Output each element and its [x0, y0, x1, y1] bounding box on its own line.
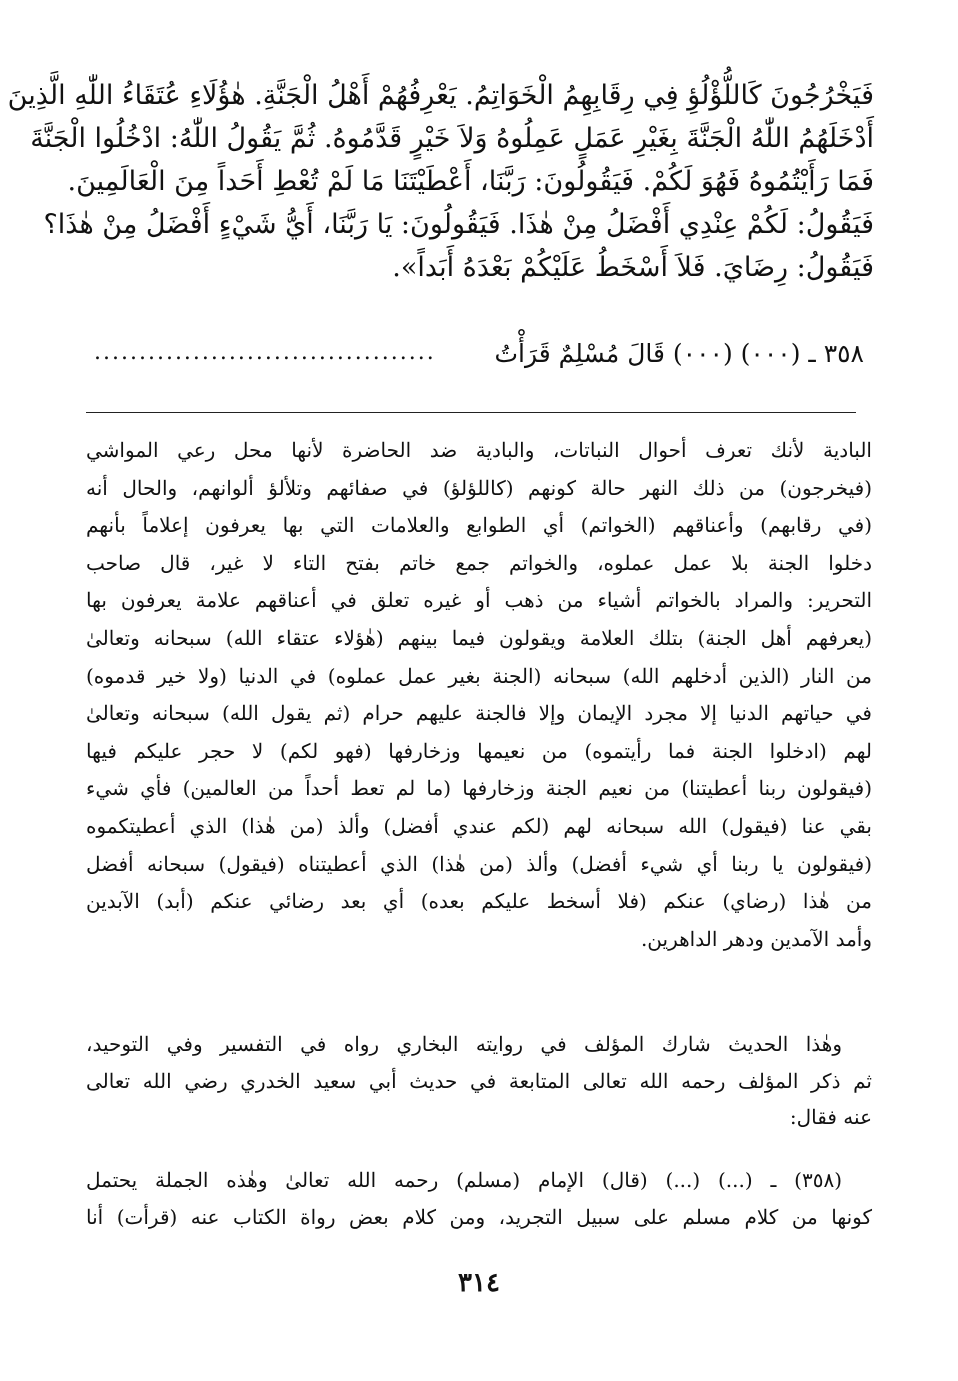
- commentary-line: دخلوا الجنة بلا عمل عملوه، والخواتم جمع خاتم بفتح التاء لا غير، قال صاحب: [86, 550, 872, 575]
- commentary-line: وأمد الآمدين ودهر الداهرين.: [640, 926, 872, 951]
- hadith-line: فَيَقُولُ: رِضَايَ. فَلاَ أَسْخَطُ عَلَيْكُمْ بَعْدَهُ أَبَداً».: [392, 252, 874, 283]
- commentary-line: البادية لأنك تعرف أحوال النباتات، والبادية ضد الحاضرة لأنها محل رعي المواشي: [86, 438, 872, 462]
- commentary-line: من النار (الذين أدخلهم الله) سبحانه (الجنة بغير عمل عملوه) في الدنيا (ولا خير قدموه): [86, 663, 872, 688]
- commentary-358-line: كونها من كلام مسلم على سبيل التجريد، ومن كلام بعض رواة الكتاب عنه (قرأت) أنا: [86, 1205, 872, 1229]
- commentary-line: (في رقابهم) وأعناقهم (الخواتم) أي الطوابع والعلامات التي بها يعرفون إعلاماً بأنهم: [86, 513, 872, 538]
- hadith-line: فَمَا رَأَيْتُمُوهُ فَهُوَ لَكُمْ. فَيَقُولُونَ: رَبَّنَا، أَعْطَيْتَنَا مَا لَمْ تُعْطِ أَحَداً مِنَ الْعَالَمِينَ.: [67, 166, 874, 197]
- commentary-text: [86, 432, 872, 958]
- dotted-leader: ......................................: [94, 340, 436, 365]
- hadith-number-line: ٣٥٨ ـ (٠٠٠) (٠٠٠) قَالَ مُسْلِمٌ قَرَأْتُ: [494, 339, 864, 368]
- commentary-line: في حياتهم الدنيا إلا مجرد الإيمان وإلا فالجنة عليهم حرام (ثم يقول الله) سبحانه وتعالىٰ: [86, 701, 872, 726]
- note-line: وهٰذا الحديث شارك المؤلف في روايته البخاري رواه في التفسير وفي التوحيد،: [86, 1032, 842, 1056]
- hadith-line: فَيَخْرُجُونَ كَاللُّؤْلُؤِ فِي رِقَابِهِمُ الْخَوَاتِمُ. يَعْرِفُهُمْ أَهْلُ الْجَنَّةِ. هٰؤُلَاءِ عُتَقَاءُ اللّٰهِ الَّذِينَ: [7, 80, 874, 111]
- commentary-line: (فيخرجون) من ذلك النهر حالة كونهم (كاللؤلؤ) في صفائهم وتلألؤ ألوانهم، والحال أنه: [86, 475, 872, 500]
- commentary-line: لهم (ادخلوا الجنة فما رأيتموه) من نعيمها وزخارفها (فهو لكم) لا حجر عليكم فيها: [86, 738, 872, 763]
- hadith-line: فَيَقُولُ: لَكُمْ عِنْدِي أَفْضَلُ مِنْ هٰذَا. فَيَقُولُونَ: يَا رَبَّنَا، أَيُّ شَيْءٍ أَفْضَلُ مِنْ هٰذَا؟: [43, 209, 874, 240]
- author-note-paragraph: [86, 1026, 872, 1136]
- hadith-text: [7, 74, 874, 289]
- commentary-line: بقي عنا (فيقول) الله سبحانه لهم (لكم عندي أفضل) وألذ (من هٰذا) الذي أعطيتكموه: [86, 813, 872, 838]
- footnote-divider: [86, 412, 856, 413]
- hadith-line: أَدْخَلَهُمُ اللّٰهُ الْجَنَّةَ بِغَيْرِ عَمَلٍ عَمِلُوهُ وَلاَ خَيْرٍ قَدَّمُوهُ. ثُمَّ يَقُولُ اللّٰهُ: ادْخُلُوا الْجَنَّةَ: [30, 123, 874, 154]
- commentary-line: من هٰذا (رضاي) عنكم (فلا أسخط عليكم بعده) أي بعد رضائي عنكم (أبد) الآبدين: [86, 889, 872, 914]
- hadith-358-commentary: [86, 1162, 872, 1236]
- commentary-line: التحرير: والمراد بالخواتم أشياء من ذهب أو غيره تعلق في أعناقهم علامة يعرفون بها: [86, 588, 872, 613]
- page-number: ٣١٤: [458, 1268, 500, 1298]
- commentary-line: (فيقولون ربنا أعطيتنا) من نعيم الجنة وزخارفها (ما لم تعط أحداً من العالمين) فأي شيء: [86, 776, 872, 801]
- commentary-line: (فيقولون يا ربنا أي شيء أفضل) وألذ (من هٰذا) الذي أعطيتناه (فيقول) سبحانه أفضل: [86, 851, 872, 876]
- commentary-line: (يعرفهم أهل الجنة) بتلك العلامة ويقولون فيما بينهم (هٰؤلاء عتقاء الله) سبحانه وتعالىٰ: [86, 625, 872, 650]
- note-line: ثم ذكر المؤلف رحمه الله تعالى المتابعة في حديث أبي سعيد الخدري رضي الله تعالى: [86, 1068, 872, 1093]
- note-line: عنه فقال:: [789, 1105, 872, 1129]
- commentary-358-line: (٣٥٨) ـ (...) (...) (قال) الإمام (مسلم) رحمه الله تعالىٰ وهٰذه الجملة يحتمل: [86, 1168, 842, 1192]
